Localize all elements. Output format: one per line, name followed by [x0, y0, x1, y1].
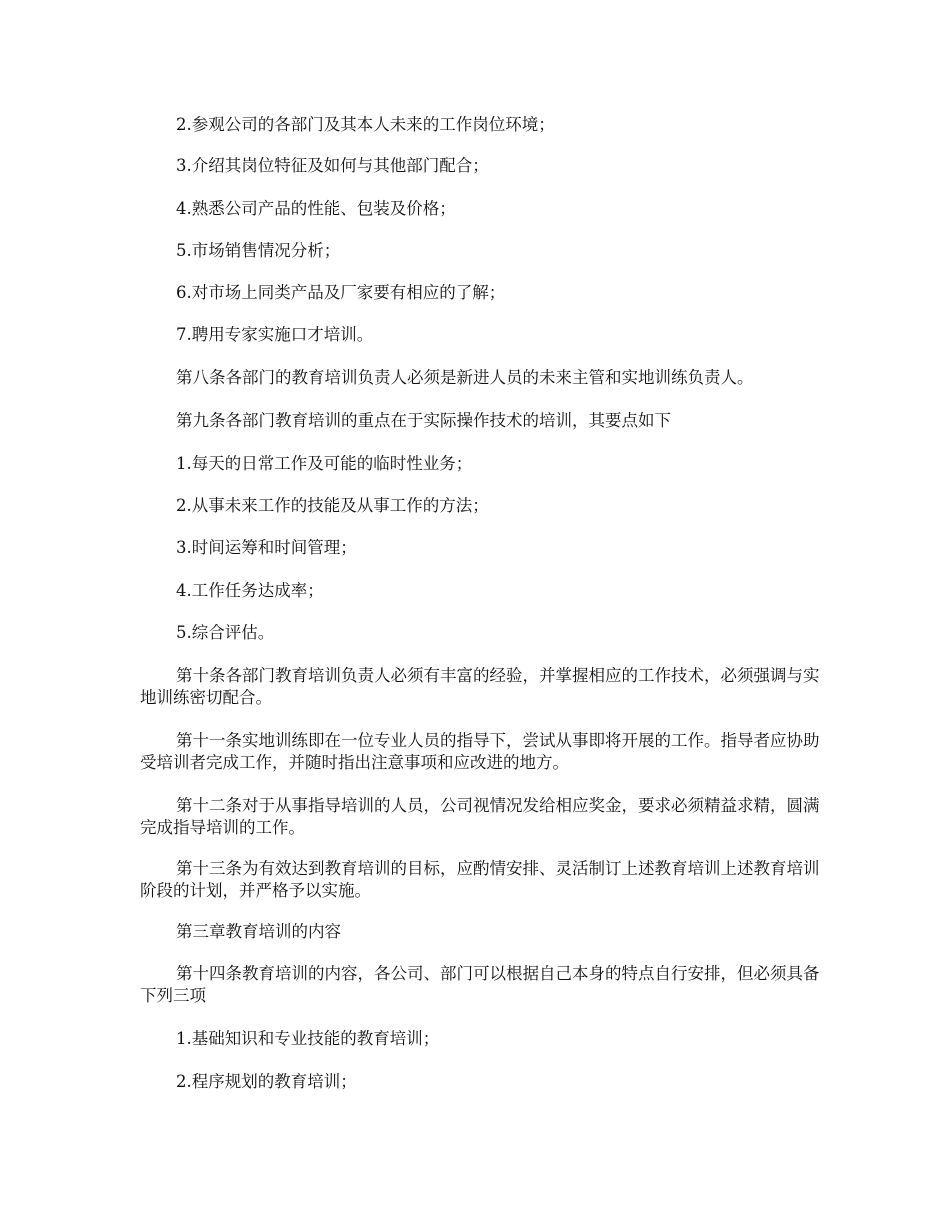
list-item: 2.参观公司的各部门及其本人未来的工作岗位环境；	[176, 115, 555, 134]
list-item: 3.时间运筹和时间管理；	[176, 538, 357, 557]
list-item: 1.基础知识和专业技能的教育培训；	[176, 1029, 440, 1048]
list-item: 5.市场销售情况分析；	[176, 241, 341, 260]
article-paragraph: 第十四条教育培训的内容，各公司、部门可以根据自己本身的特点自行安排，但必须具备下列三项	[140, 964, 820, 1005]
article-paragraph: 第十二条对于从事指导培训的人员，公司视情况发给相应奖金，要求必须精益求精，圆满完成指导培训的工作。	[140, 796, 820, 837]
list-item: 2.程序规划的教育培训；	[176, 1072, 357, 1091]
chapter-heading: 第三章教育培训的内容	[176, 922, 341, 941]
list-item: 6.对市场上同类产品及厂家要有相应的了解；	[176, 283, 506, 302]
list-item: 1.每天的日常工作及可能的临时性业务；	[176, 454, 473, 473]
list-item: 4.工作任务达成率；	[176, 581, 324, 600]
article-paragraph: 第十三条为有效达到教育培训的目标，应酌情安排、灵活制订上述教育培训上述教育培训阶段的计划，并严格予以实施。	[140, 859, 820, 900]
article-paragraph: 第八条各部门的教育培训负责人必须是新进人员的未来主管和实地训练负责人。	[176, 368, 754, 387]
article-paragraph: 第九条各部门教育培训的重点在于实际操作技术的培训，其要点如下	[176, 411, 671, 430]
list-item: 5.综合评估。	[176, 623, 275, 642]
list-item: 2.从事未来工作的技能及从事工作的方法；	[176, 496, 489, 515]
list-item: 4.熟悉公司产品的性能、包装及价格；	[176, 199, 456, 218]
article-paragraph: 第十条各部门教育培训负责人必须有丰富的经验，并掌握相应的工作技术，必须强调与实地训练密切配合。	[140, 666, 820, 707]
list-item: 7.聘用专家实施口才培训。	[176, 325, 374, 344]
article-paragraph: 第十一条实地训练即在一位专业人员的指导下，尝试从事即将开展的工作。指导者应协助受培训者完成工作，并随时指出注意事项和应改进的地方。	[140, 731, 820, 772]
list-item: 3.介绍其岗位特征及如何与其他部门配合；	[176, 156, 489, 175]
